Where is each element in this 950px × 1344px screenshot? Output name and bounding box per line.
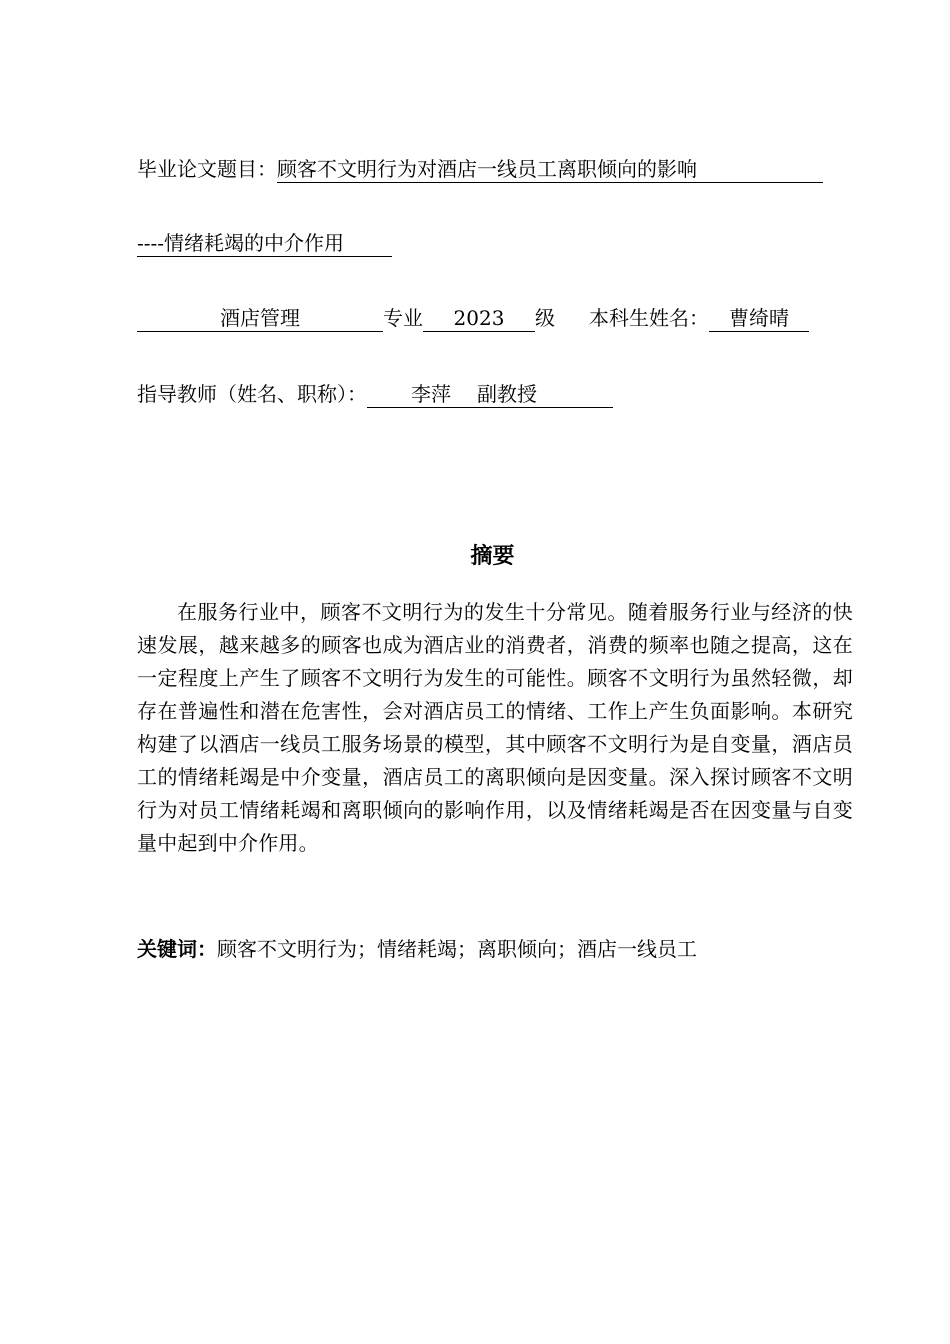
thesis-title-line (137, 155, 823, 183)
keywords-label: 关键词： (137, 937, 217, 961)
thesis-subtitle-value: ----情绪耗竭的中介作用 (137, 231, 345, 255)
thesis-title-field (277, 157, 823, 183)
year-value: 2023 (453, 306, 505, 330)
thesis-subtitle-field (137, 231, 392, 257)
thesis-title-label: 毕业论文题目： (137, 157, 277, 181)
year-field (423, 306, 535, 332)
major-label: 专业 (383, 306, 423, 330)
keywords-line (137, 935, 697, 963)
advisor-field (367, 382, 613, 408)
advisor-line (137, 380, 613, 408)
major-field (137, 306, 383, 332)
grade-label: 级 (535, 306, 555, 330)
thesis-subtitle-line (137, 229, 392, 257)
keywords-value: 顾客不文明行为；情绪耗竭；离职倾向；酒店一线员工 (217, 937, 697, 961)
advisor-label: 指导教师（姓名、职称）： (137, 382, 367, 406)
abstract-body: 在服务行业中，顾客不文明行为的发生十分常见。随着服务行业与经济的快速发展，越来越多的顾客也成为酒店业的消费者，消费的频率也随之提高，这在一定程度上产生了顾客不文明行为发生的可能性。顾客不文明行为虽然轻微，却存在普遍性和潜在危害性，会对酒店员工的情绪、工作上产生负面影响。本研究构建了以酒店一线员工服务场景的模型，其中顾客不文明行为是自变量，酒店员工的情绪耗竭是中介变量，酒店员工的离职倾向是因变量。深入探讨顾客不文明行为对员工情绪耗竭和离职倾向的影响作用，以及情绪耗竭是否在因变量与自变量中起到中介作用。 (137, 600, 853, 855)
student-name-field (709, 306, 809, 332)
student-name-label: 本科生姓名： (589, 306, 709, 330)
abstract-heading: 摘要 (470, 544, 515, 569)
student-name-value: 曹绮晴 (729, 306, 789, 330)
advisor-title: 副教授 (477, 382, 537, 406)
advisor-name: 李萍 (411, 382, 451, 406)
major-value: 酒店管理 (220, 306, 300, 330)
student-info-line (137, 304, 809, 332)
thesis-title-value: 顾客不文明行为对酒店一线员工离职倾向的影响 (277, 157, 697, 181)
